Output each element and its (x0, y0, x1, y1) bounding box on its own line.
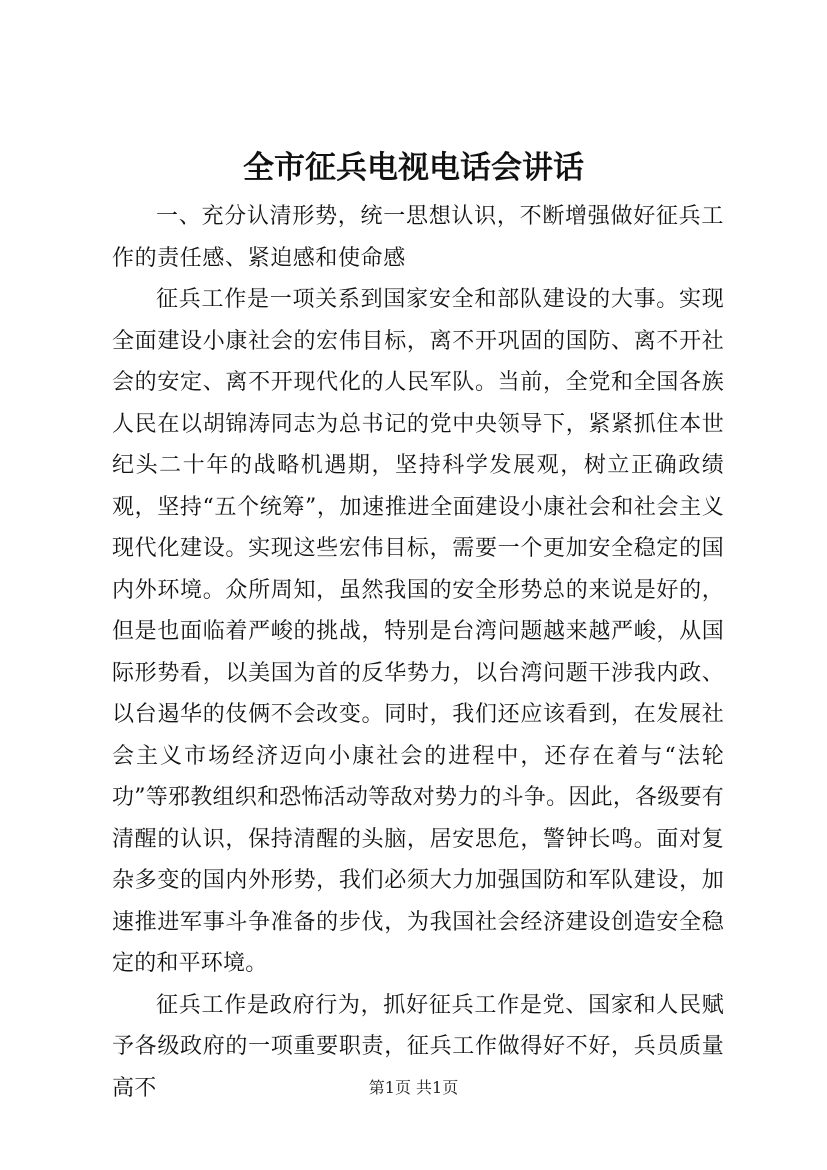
body-paragraph: 征兵工作是一项关系到国家安全和部队建设的大事。实现全面建设小康社会的宏伟目标，离不开巩固的国防、离不开社会的安定、离不开现代化的人民军队。当前，全党和全国各族人民在以胡锦涛同志为总书记的党中央领导下，紧紧抓住本世纪头二十年的战略机遇期，坚持科学发展观，树立正确政绩观，坚持“五个统筹”，加速推进全面建设小康社会和社会主义现代化建设。实现这些宏伟目标，需要一个更加安全稳定的国内外环境。众所周知，虽然我国的安全形势总的来说是好的，但是也面临着严峻的挑战，特别是台湾问题越来越严峻，从国际形势看，以美国为首的反华势力，以台湾问题干涉我内政、以台遏华的伎俩不会改变。同时，我们还应该看到，在发展社会主义市场经济迈向小康社会的进程中，还存在着与“法轮功”等邪教组织和恐怖活动等敌对势力的斗争。因此，各级要有清醒的认识，保持清醒的头脑，居安思危，警钟长鸣。面对复杂多变的国内外形势，我们必须大力加强国防和军队建设，加速推进军事斗争准备的步伐，为我国社会经济建设创造安全稳定的和平环境。 (112, 287, 724, 976)
body-paragraph: 征兵工作是政府行为，抓好征兵工作是党、国家和人民赋予各级政府的一项重要职责，征兵工作做得好不好，兵员质量高不 (112, 992, 724, 1101)
section-heading: 一、充分认清形势，统一思想认识，不断增强做好征兵工作的责任感、紧迫感和使命感 (112, 204, 724, 271)
page-number-footer: 第1页 共1页 (368, 1078, 459, 1097)
document-title: 全市征兵电视电话会讲话 (243, 150, 584, 186)
document-body (112, 196, 724, 1109)
